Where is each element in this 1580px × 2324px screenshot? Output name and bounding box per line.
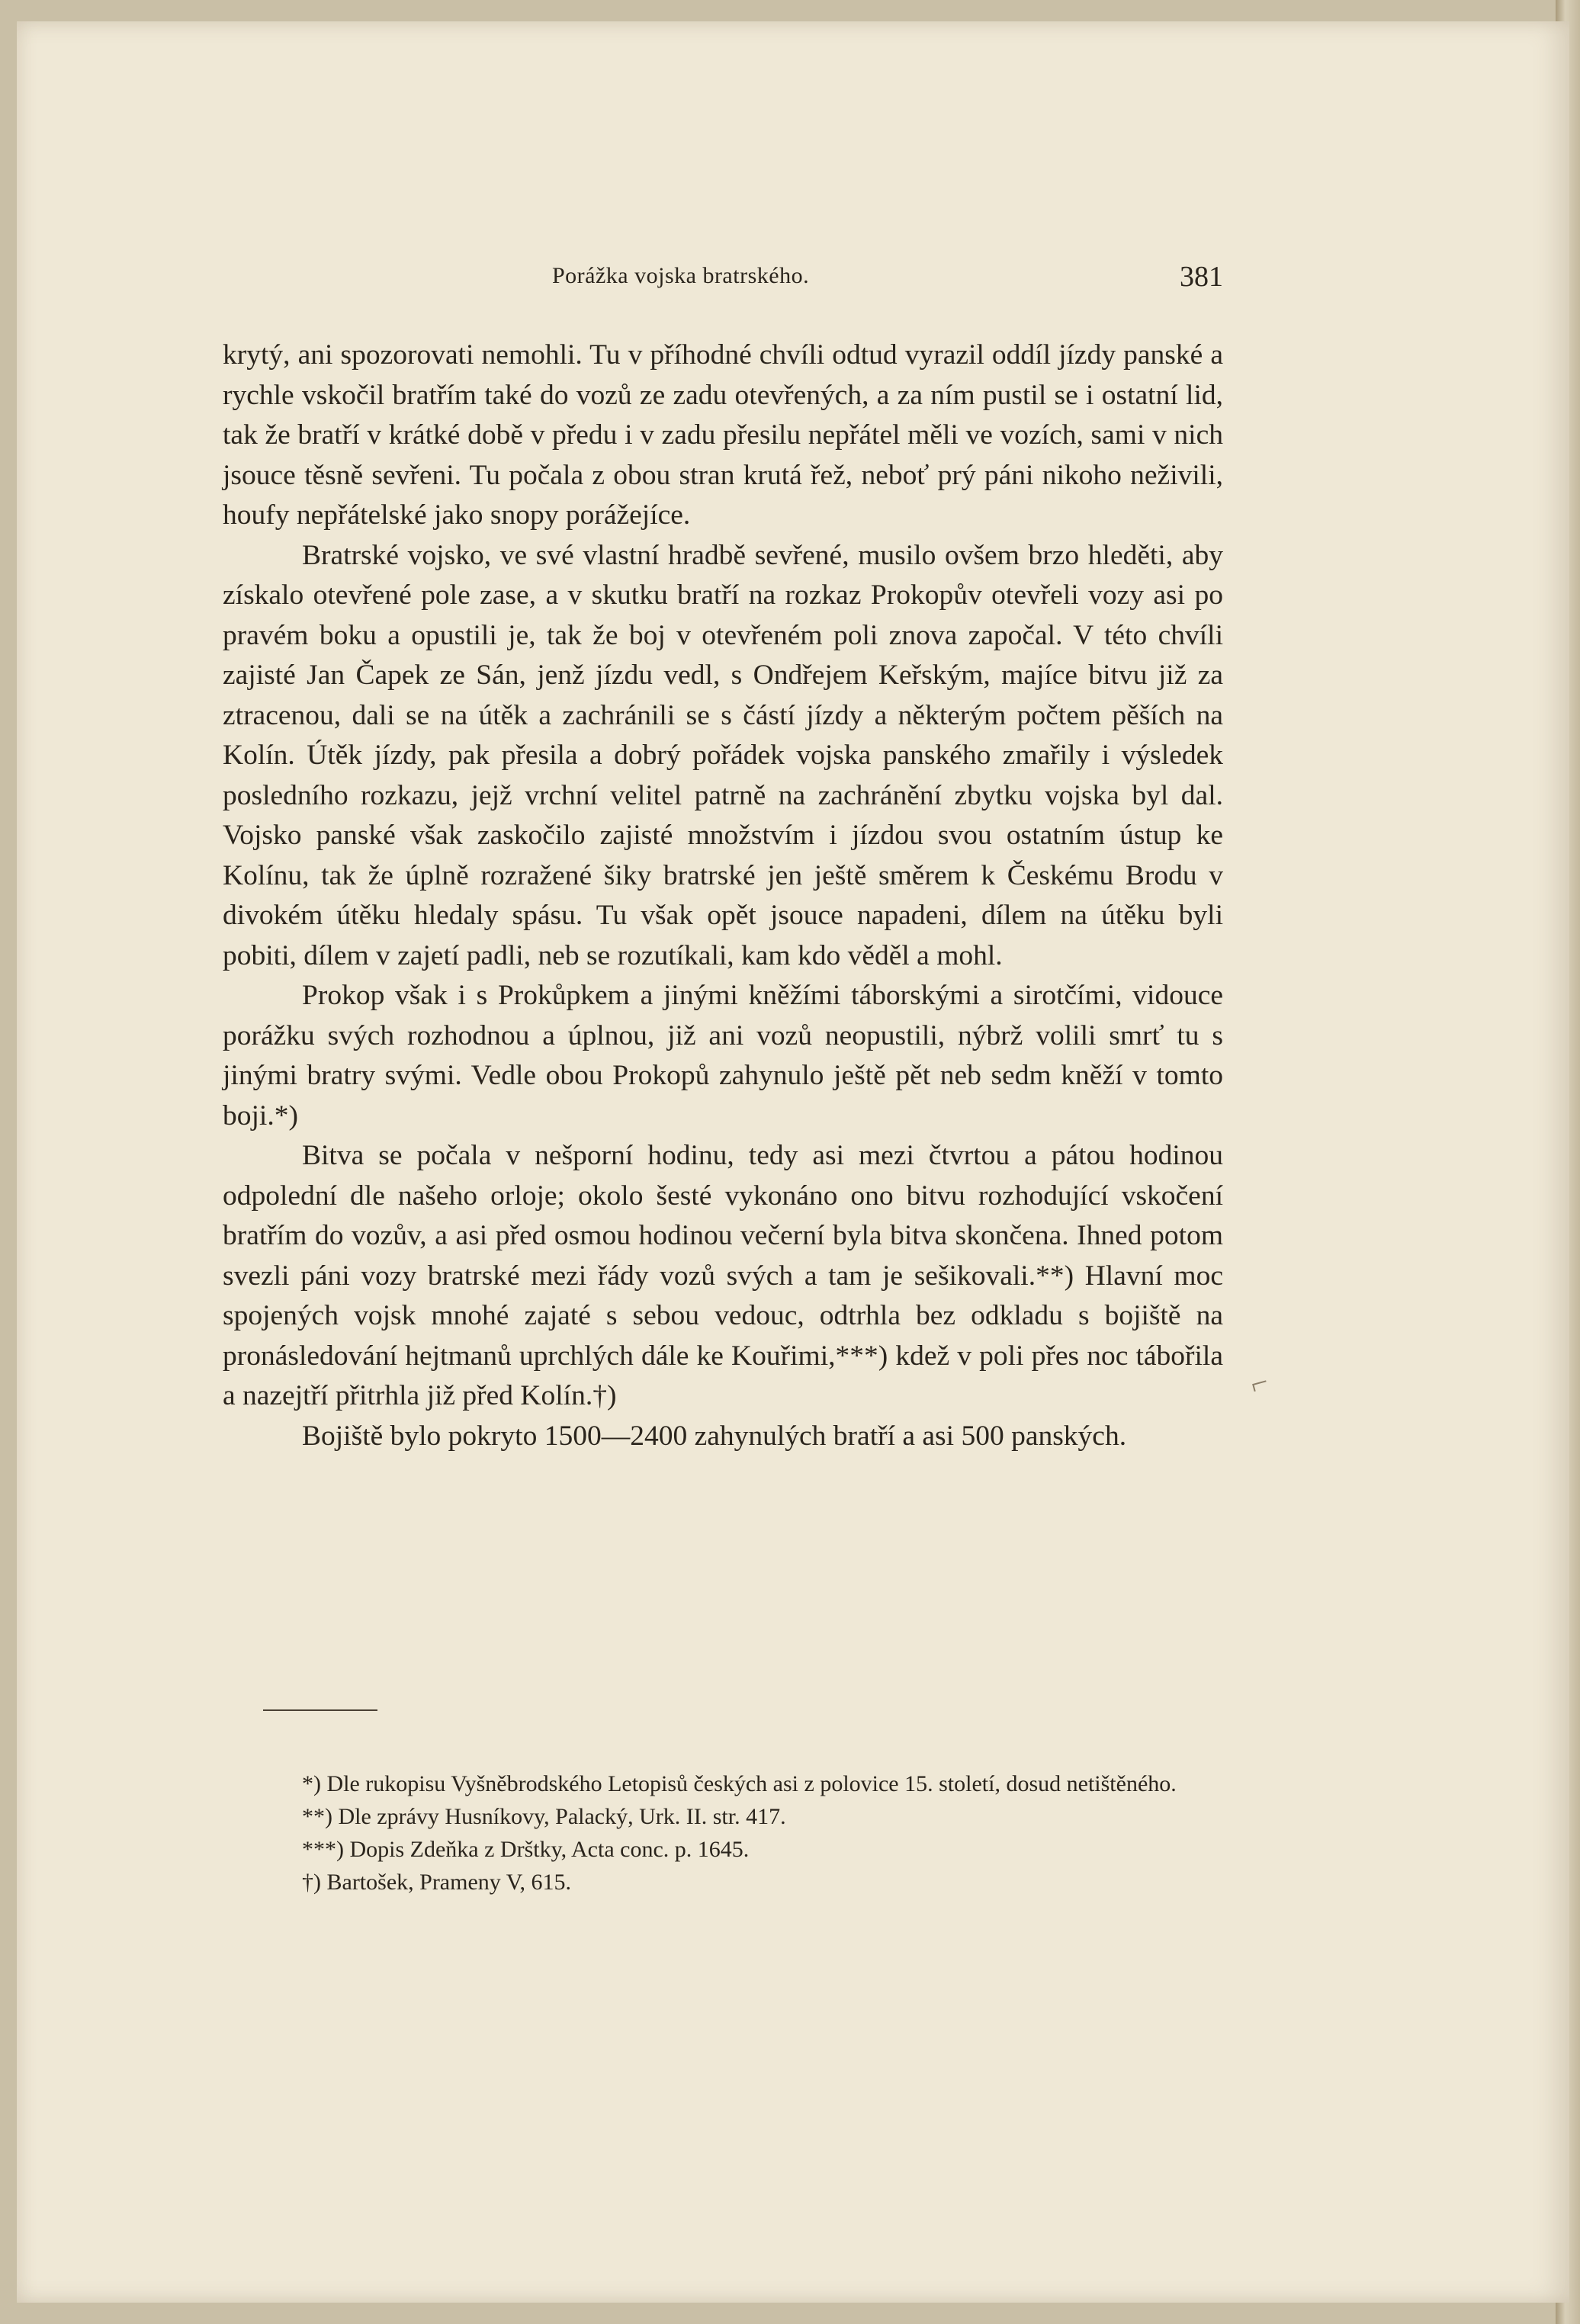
paragraph: Prokop však i s Prokůpkem a jinými kněžími táborskými a sirotčími, vidouce porážku svých rozhodnou a úplnou, již ani vozů neopustili, nýbrž volili smrť tu s jinými bratry svými. Vedle obou Prokopů zahynulo ještě pět neb sedm kněží v tomto boji.*) <box>223 980 1223 1132</box>
footnotes <box>223 1767 1223 1899</box>
footnote: *) Dle rukopisu Vyšněbrodského Letopisů českých asi z polovice 15. století, dosud netištěného. <box>302 1771 1177 1796</box>
footnote-divider <box>263 1709 377 1711</box>
running-title: Porážka vojska bratrského. <box>552 263 810 288</box>
body-text <box>223 335 1223 1456</box>
paragraph: krytý, ani spozorovati nemohli. Tu v příhodné chvíli odtud vyrazil oddíl jízdy panské a rychle vskočil bratřím také do vozů ze zadu otevřených, a za ním pustil se i ostatní lid, tak že bratří v krátké době v předu i v zadu přesilu nepřátel měli ve vozích, sami v nich jsouce těsně sevřeni. Tu počala z obou stran krutá řež, neboť prý páni nikoho neživili, houfy nepřátelské jako snopy porážejíce. <box>223 339 1223 531</box>
page-header <box>223 263 1223 300</box>
footnote: ***) Dopis Zdeňka z Drštky, Acta conc. p. 1645. <box>302 1837 750 1862</box>
footnote: †) Bartošek, Prameny V, 615. <box>302 1870 572 1895</box>
paragraph: Bojiště bylo pokryto 1500—2400 zahynulých bratří a asi 500 panských. <box>302 1420 1127 1452</box>
footnote: **) Dle zprávy Husníkovy, Palacký, Urk. II. str. 417. <box>302 1804 786 1829</box>
page-number: 381 <box>1180 261 1223 293</box>
paragraph: Bitva se počala v nešporní hodinu, tedy asi mezi čtvrtou a pátou hodinou odpolední dle našeho orloje; okolo šesté vykonáno ono bitvu rozhodující vskočení bratřím do vozův, a asi před osmou hodinou večerní byla bitva skončena. Ihned potom svezli páni vozy bratrské mezi řády vozů svých a tam je sešikovali.**) Hlavní moc spojených vojsk mnohé zajaté s sebou vedouc, odtrhla bez odkladu s bojiště na pronásledování hejtmanů uprchlých dále ke Kouřimi,***) kdež v poli přes noc tábořila a nazejtří přitrhla již před Kolín.†) <box>223 1140 1223 1411</box>
margin-pencil-mark: ⌐ <box>1246 1363 1273 1402</box>
paragraph: Bratrské vojsko, ve své vlastní hradbě sevřené, musilo ovšem brzo hleděti, aby získalo otevřené pole zase, a v skutku bratří na rozkaz Prokopův otevřeli vozy asi po pravém boku a opustili je, tak že boj v otevřeném poli znova započal. V této chvíli zajisté Jan Čapek ze Sán, jenž jízdu vedl, s Ondřejem Keřským, majíce bitvu již za ztracenou, dali se na útěk a zachránili se s částí jízdy a některým počtem pěších na Kolín. Útěk jízdy, pak přesila a dobrý pořádek vojska panského zmařily i výsledek posledního rozkazu, jejž vrchní velitel patrně na zachránění zbytku vojska byl dal. Vojsko panské však zaskočilo zajisté množstvím i jízdou svou ostatním ústup ke Kolínu, tak že úplně rozražené šiky bratrské jen ještě směrem k Českému Brodu v divokém útěku hledaly spásu. Tu však opět jsouce napadeni, dílem na útěku byli pobiti, dílem v zajetí padli, neb se rozutíkali, kam kdo věděl a mohl. <box>223 539 1223 971</box>
